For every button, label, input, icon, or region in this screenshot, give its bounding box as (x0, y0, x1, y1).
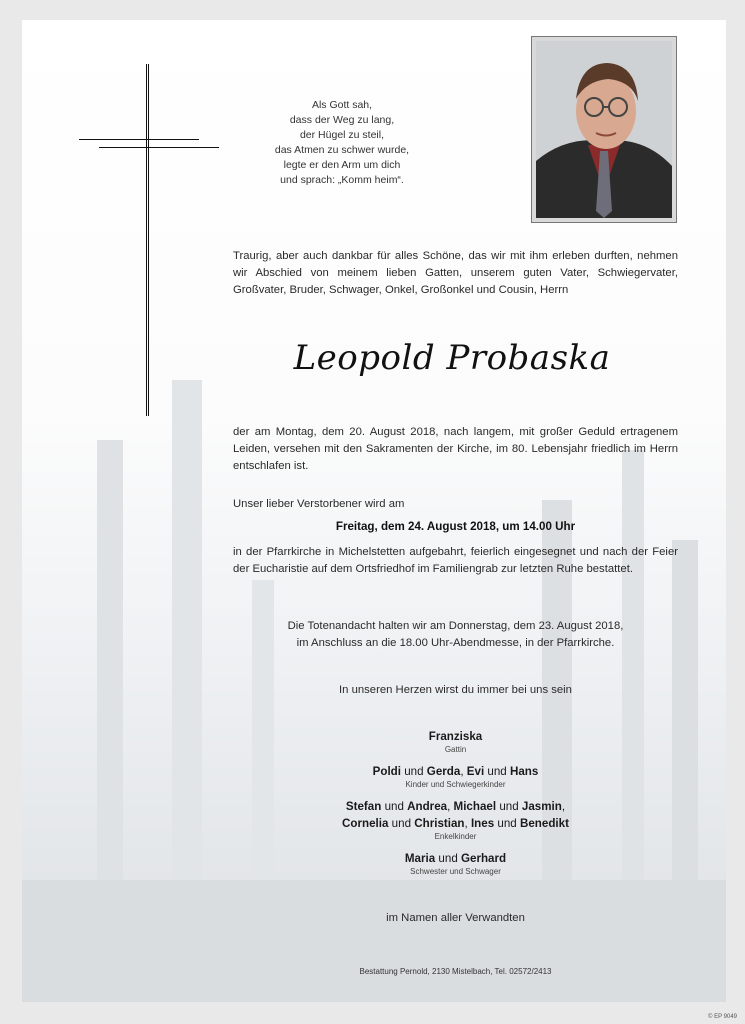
conjunction: und (499, 800, 519, 813)
portrait-photo (531, 36, 677, 223)
cross-vertical (146, 64, 149, 416)
poem-line: Als Gott sah, (311, 99, 373, 111)
mourner-relation: Enkelkinder (434, 832, 477, 841)
mourner-name: Poldi (372, 765, 401, 778)
conjunction: und (391, 817, 412, 830)
mourner-name: Christian (414, 817, 465, 830)
conjunction: und (404, 765, 424, 778)
mourner-name: Benedikt (519, 817, 569, 830)
vigil-line: im Anschluss an die 18.00 Uhr-Abendmesse, in der Pfarrkirche. (296, 637, 615, 649)
mourner-name: Gerda (426, 765, 461, 778)
poem-line: das Atmen zu schwer wurde, (274, 144, 410, 156)
mourner-name: Andrea (407, 800, 448, 813)
mourner-group-children: Poldi und Gerda, Evi und Hans Kinder und Schwiegerkinder (233, 763, 678, 790)
mourner-name: Jasmin (521, 800, 562, 813)
vigil-notice (233, 618, 678, 652)
print-code: © EP 9049 (708, 1014, 737, 1020)
mourner-name: Cornelia (342, 817, 389, 830)
conjunction: und (384, 800, 404, 813)
mourner-name: Ines (470, 817, 495, 830)
intro-text: Traurig, aber auch dankbar für alles Schöne, das wir mit ihm erleben durften, nehmen wir Abschied von meinem lieben Gatten, unserem guten Vater, Schwiegervater, Großvater, Bruder, Schwager, Onkel, Großonkel und Cousin, Herrn (233, 250, 678, 296)
funeral-lead: Unser lieber Verstorbener wird am (233, 498, 405, 510)
mourner-name: Maria (404, 852, 436, 865)
poem-line: und sprach: „Komm heim“. (280, 174, 404, 186)
mourner-name: Stefan (345, 800, 382, 813)
signoff: im Namen aller Verwandten (386, 912, 525, 924)
obituary-sheet (22, 20, 726, 1002)
mourner-group-spouse (233, 728, 678, 755)
mourner-name: Michael (453, 800, 497, 813)
deceased-name: Leopold Probaska (293, 338, 611, 378)
cross-horizontal (79, 139, 219, 148)
mourner-name: Franziska (428, 730, 483, 743)
vigil-line: Die Totenandacht halten wir am Donnerstag, dem 23. August 2018, (287, 620, 624, 632)
mourner-relation: Schwester und Schwager (410, 867, 501, 876)
funeral-home-footer: Bestattung Pernold, 2130 Mistelbach, Tel. 02572/2413 (359, 967, 552, 976)
funeral-details: in der Pfarrkirche in Michelstetten aufgebahrt, feierlich eingesegnet und nach der Feier der Eucharistie auf dem Ortsfriedhof im Familiengrab zur letzten Ruhe bestattet. (233, 546, 678, 575)
conjunction: und (438, 852, 458, 865)
death-notice: der am Montag, dem 20. August 2018, nach langem, mit großer Geduld ertragenem Leiden, versehen mit den Sakramenten der Kirche, im 80. Lebensjahr friedlich im Herrn entschlafen ist. (233, 426, 678, 472)
mourner-group-grandchildren: Stefan und Andrea, Michael und Jasmin, Cornelia und Christian, Ines und Benedikt Enkelkinder (233, 798, 678, 842)
poem-line: legte er den Arm um dich (283, 159, 401, 171)
mourner-name: Gerhard (461, 852, 507, 865)
memorial-phrase: In unseren Herzen wirst du immer bei uns sein (339, 684, 572, 696)
mourner-relation: Gattin (444, 745, 467, 754)
mourners-list (233, 728, 678, 885)
funeral-date: Freitag, dem 24. August 2018, um 14.00 Uhr (335, 520, 576, 533)
mourner-group-siblings (233, 850, 678, 877)
poem-line: dass der Weg zu lang, (289, 114, 395, 126)
conjunction: und (497, 817, 517, 830)
mourner-name: Hans (509, 765, 539, 778)
conjunction: und (487, 765, 507, 778)
poem-line: der Hügel zu steil, (299, 129, 385, 141)
mourner-relation: Kinder und Schwiegerkinder (405, 780, 506, 789)
mourner-name: Evi (466, 765, 485, 778)
poem (262, 98, 422, 188)
